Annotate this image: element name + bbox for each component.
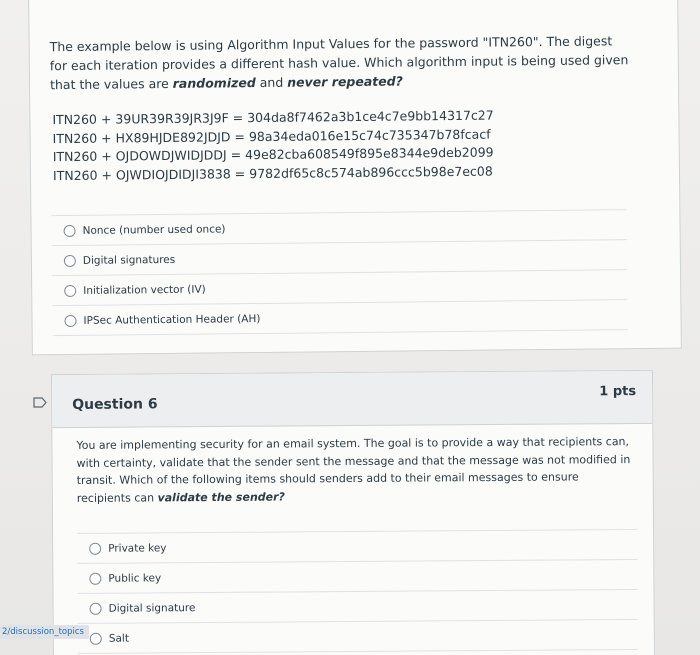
radio-button[interactable] xyxy=(64,284,76,296)
hash-example-line: ITN260 + 39UR39R39JR3J9F = 304da8f7462a3b1ce4c7e9bb14317c27 xyxy=(52,107,494,128)
answer-option-digital-signature[interactable] xyxy=(77,589,637,623)
radio-button[interactable] xyxy=(90,602,102,614)
radio-button[interactable] xyxy=(90,632,102,644)
answer-option-salt[interactable] xyxy=(78,619,638,654)
question-5-prompt-and: and xyxy=(255,74,288,91)
question-5-answers xyxy=(51,209,627,336)
answer-label: Nonce (number used once) xyxy=(82,222,226,237)
answer-label: Digital signature xyxy=(108,601,196,615)
question-5-prompt-emphasis-2: never repeated? xyxy=(287,73,403,90)
answer-option-private-key[interactable] xyxy=(77,529,637,563)
radio-button[interactable] xyxy=(89,542,101,554)
radio-button[interactable] xyxy=(64,224,76,236)
hash-example-line: ITN260 + OJWDIOJDIDJI3838 = 9782df65c8c574ab896ccc5b98e7ec08 xyxy=(52,163,493,183)
question-6-answers xyxy=(77,529,638,654)
answer-label: Private key xyxy=(108,541,167,555)
flag-question-icon[interactable] xyxy=(33,397,47,408)
question-5-prompt-emphasis-1: randomized xyxy=(172,75,256,91)
answer-label: Digital signatures xyxy=(82,253,176,267)
question-6-prompt-text: You are implementing security for an email system. The goal is to provide a way that recipients can, with certainty, validate that the sender sent the message and that the message was not modified in transit. Which of the following items should senders add to their email messages to ensure recipients can xyxy=(76,435,631,505)
question-5-card xyxy=(28,0,682,355)
question-5-prompt xyxy=(50,31,631,94)
question-6-card xyxy=(51,370,655,655)
answer-option-ipsec-ah[interactable] xyxy=(52,299,627,336)
radio-button[interactable] xyxy=(64,314,76,326)
radio-button[interactable] xyxy=(89,572,101,584)
status-bar-url: 2/discussion_topics xyxy=(0,625,89,639)
question-title: Question 6 xyxy=(72,396,158,413)
question-6-header xyxy=(52,371,652,428)
hash-example-list xyxy=(52,107,494,186)
question-5-prompt-text: The example below is using Algorithm Input Values for the password "ITN260". The digest for each iteration provides a different hash value. Which algorithm input is being used given that the values are xyxy=(49,33,629,93)
hash-example-line: ITN260 + HX89HJDE892JDJD = 98a34eda016e15c74c735347b78fcacf xyxy=(52,126,491,146)
question-points: 1 pts xyxy=(599,384,637,400)
answer-option-public-key[interactable] xyxy=(77,559,637,593)
answer-label: IPSec Authentication Header (AH) xyxy=(83,312,261,327)
question-6-prompt xyxy=(76,433,631,507)
hash-example-line: ITN260 + OJDOWDJWIDJDDJ = 49e82cba608549f895e8344e9deb2099 xyxy=(52,144,494,165)
radio-button[interactable] xyxy=(64,254,76,266)
answer-label: Initialization vector (IV) xyxy=(83,283,206,297)
answer-label: Public key xyxy=(108,571,162,585)
question-6-prompt-emphasis: validate the sender? xyxy=(157,489,285,504)
answer-label: Salt xyxy=(108,632,129,645)
